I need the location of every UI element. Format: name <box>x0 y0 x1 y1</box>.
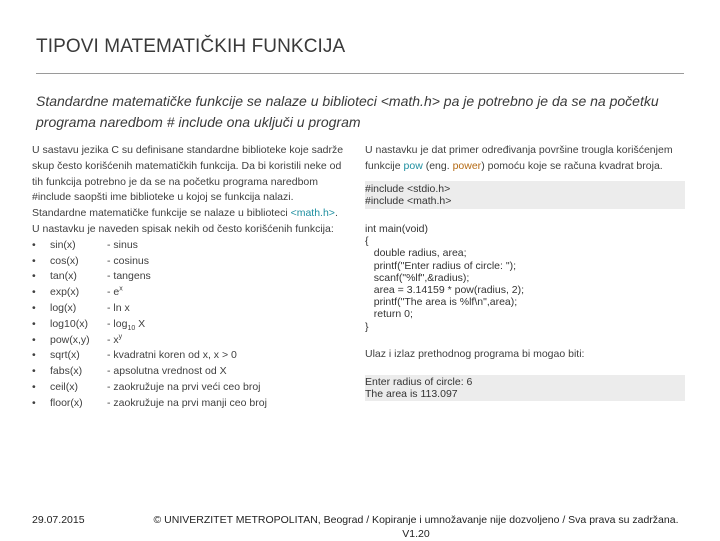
function-description: - ln x <box>107 301 130 317</box>
function-item <box>32 333 344 349</box>
bullet: • <box>32 333 50 349</box>
bullet: • <box>32 238 50 254</box>
function-name: tan(x) <box>50 269 107 285</box>
code-line: return 0; <box>365 308 685 320</box>
code-line: int main(void) <box>365 223 685 235</box>
function-item <box>32 317 344 333</box>
slide-subtitle: Standardne matematičke funkcije se nalaze u biblioteci <math.h> pa je potrebno je da se na početku programa naredbom # include ona uključi u program <box>36 91 676 133</box>
power-keyword: power <box>453 160 482 172</box>
function-description: - $e^x$ <box>107 285 123 301</box>
bullet: • <box>32 348 50 364</box>
function-name: sin(x) <box>50 238 107 254</box>
function-item <box>32 380 344 396</box>
slide-title: TIPOVI MATEMATIČKIH FUNKCIJA <box>36 36 345 58</box>
function-description: - zaokružuje na prvi veći ceo broj <box>107 380 261 396</box>
function-item <box>32 269 344 285</box>
code-line: area = 3.14159 * pow(radius, 2); <box>365 284 685 296</box>
function-description: - tangens <box>107 269 151 285</box>
function-description: - apsolutna vrednost od X <box>107 364 227 380</box>
right-column <box>365 143 685 401</box>
function-name: fabs(x) <box>50 364 107 380</box>
bullet: • <box>32 396 50 412</box>
function-item <box>32 364 344 380</box>
function-name: sqrt(x) <box>50 348 107 364</box>
pow-keyword: pow <box>404 160 423 172</box>
title-divider <box>36 73 684 74</box>
bullet: • <box>32 285 50 301</box>
bullet: • <box>32 254 50 270</box>
function-item <box>32 254 344 270</box>
function-description: - zaokružuje na prvi manji ceo broj <box>107 396 267 412</box>
function-name: ceil(x) <box>50 380 107 396</box>
include-line: #include <stdio.h> <box>365 183 685 195</box>
io-paragraph: Ulaz i izlaz prethodnog programa bi mogao biti: <box>365 347 685 363</box>
function-name: floor(x) <box>50 396 107 412</box>
code-line: printf("The area is %lf\n",area); <box>365 296 685 308</box>
function-list <box>32 238 344 412</box>
function-name: log(x) <box>50 301 107 317</box>
bullet: • <box>32 380 50 396</box>
bullet: • <box>32 364 50 380</box>
function-item <box>32 396 344 412</box>
footer-date: 29.07.2015 <box>32 514 85 526</box>
bullet: • <box>32 317 50 333</box>
output-code-block <box>365 375 685 401</box>
output-line: The area is 113.097 <box>365 388 685 400</box>
function-description: - sinus <box>107 238 138 254</box>
example-paragraph: U nastavku je dat primer određivanja površine trougla korišćenjem funkcije pow (eng. power) pomoću koje se računa kvadrat broja. <box>365 143 685 175</box>
function-item <box>32 301 344 317</box>
function-item <box>32 238 344 254</box>
function-item <box>32 348 344 364</box>
function-name: exp(x) <box>50 285 107 301</box>
code-line: double radius, area; <box>365 247 685 259</box>
code-line: { <box>365 235 685 247</box>
main-code-block <box>365 223 685 333</box>
copyright-text: © UNIVERZITET METROPOLITAN, Beograd / Kopiranje i umnožavanje nije dozvoljeno / Sva prava su zadržana. <box>138 514 694 528</box>
output-line: Enter radius of circle: 6 <box>365 376 685 388</box>
intro-paragraph: U sastavu jezika C su definisane standardne biblioteke koje sadrže skup često korišćenih matematičkih funkcija. Da bi koristili neke od tih funkcija potrebno je da se na početku programa naredbom #include saopšti ime biblioteke u kojoj se funkcija nalazi. Standardne matematičke funkcije se nalaze u biblioteci <math.h>. U nastavku je naveden spisak nekih od često korišćenih funkcija: <box>32 143 344 238</box>
function-name: cos(x) <box>50 254 107 270</box>
function-name: log10(x) <box>50 317 107 333</box>
function-description: - cosinus <box>107 254 149 270</box>
function-name: pow(x,y) <box>50 333 107 349</box>
footer-copyright <box>138 514 694 541</box>
code-line: } <box>365 321 685 333</box>
include-code-block <box>365 181 685 209</box>
function-description: - $x^y$ <box>107 333 122 349</box>
left-column <box>32 143 344 412</box>
bullet: • <box>32 301 50 317</box>
function-item <box>32 285 344 301</box>
version-text: V1.20 <box>138 528 694 541</box>
include-keyword: #include <box>32 191 71 203</box>
function-description: - kvadratni koren od x, x > 0 <box>107 348 237 364</box>
code-line: scanf("%lf",&radius); <box>365 272 685 284</box>
bullet: • <box>32 269 50 285</box>
code-line: printf("Enter radius of circle: "); <box>365 260 685 272</box>
function-description: - $\log_{10} X$ <box>107 317 145 333</box>
math-header-name: <math.h> <box>291 207 335 219</box>
include-line: #include <math.h> <box>365 195 685 207</box>
